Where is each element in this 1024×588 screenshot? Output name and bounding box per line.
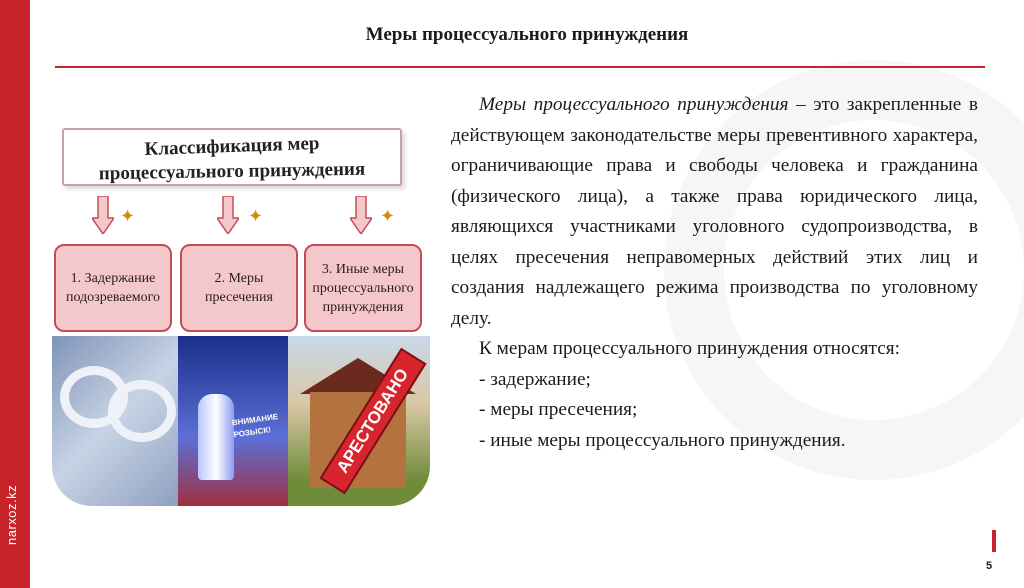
- arrested-house-photo: [288, 336, 430, 506]
- definition-text: – это закрепленные в действующем законодательстве меры превентивного характера, ограничивающие права и свободы человека и гражданина (физического лица), а также права юридического лица, являющихся участниками уголовного судопроизводства, в целях пресечения неправомерных действий этих лиц и создания надлежащего режима производства по уголовному делу.: [451, 94, 978, 329]
- wanted-sign-line1: ВНИМАНИЕ: [231, 412, 279, 428]
- page-number: 5: [986, 560, 993, 572]
- main-text: [451, 90, 978, 456]
- category-label: 3. Иные меры процессуального принуждения: [312, 261, 414, 315]
- handcuffs-photo: [52, 336, 178, 506]
- list-item: - задержание;: [479, 368, 591, 390]
- down-arrow-icon: [92, 196, 114, 234]
- category-label: 1. Задержание подозреваемого: [65, 271, 161, 305]
- star-icon: ✦: [248, 206, 264, 226]
- down-arrow-icon: [217, 196, 239, 234]
- page-title: Меры процессуального принуждения: [365, 24, 689, 45]
- category-label: 2. Меры пресечения: [205, 271, 273, 305]
- brand-label: narxoz.kz: [4, 484, 19, 545]
- category-detention: [54, 244, 172, 332]
- classification-heading-line1: Классификация мер: [144, 132, 320, 161]
- definition-paragraph: [451, 90, 978, 334]
- siren-photo: [178, 336, 288, 506]
- definition-term: Меры процессуального принуждения: [479, 94, 789, 115]
- list-intro: К мерам процессуального принуждения относятся:: [479, 338, 900, 359]
- classification-heading: [62, 128, 402, 186]
- wanted-sign-line2: РОЗЫСК!: [232, 425, 272, 440]
- wanted-sign: [231, 411, 285, 461]
- category-preventive-measures: [180, 244, 298, 332]
- star-icon: ✦: [380, 206, 396, 226]
- brand-sidebar: [0, 0, 30, 588]
- list-item: - меры пресечения;: [479, 399, 638, 420]
- illustration-photos: [52, 336, 430, 506]
- classification-diagram: [52, 118, 430, 506]
- category-other-measures: [304, 244, 422, 332]
- title-divider: [55, 66, 985, 68]
- star-icon: ✦: [120, 206, 136, 226]
- handcuff-ring-icon: [108, 380, 176, 442]
- arrested-stamp: АРЕСТОВАНО: [319, 348, 426, 494]
- down-arrow-icon: [350, 196, 372, 234]
- page-marker: [992, 530, 996, 552]
- list-item: - иные меры процессуального принуждения.: [479, 429, 846, 451]
- siren-light-icon: [198, 394, 234, 480]
- classification-heading-line2: процессуального принуждения: [98, 158, 366, 185]
